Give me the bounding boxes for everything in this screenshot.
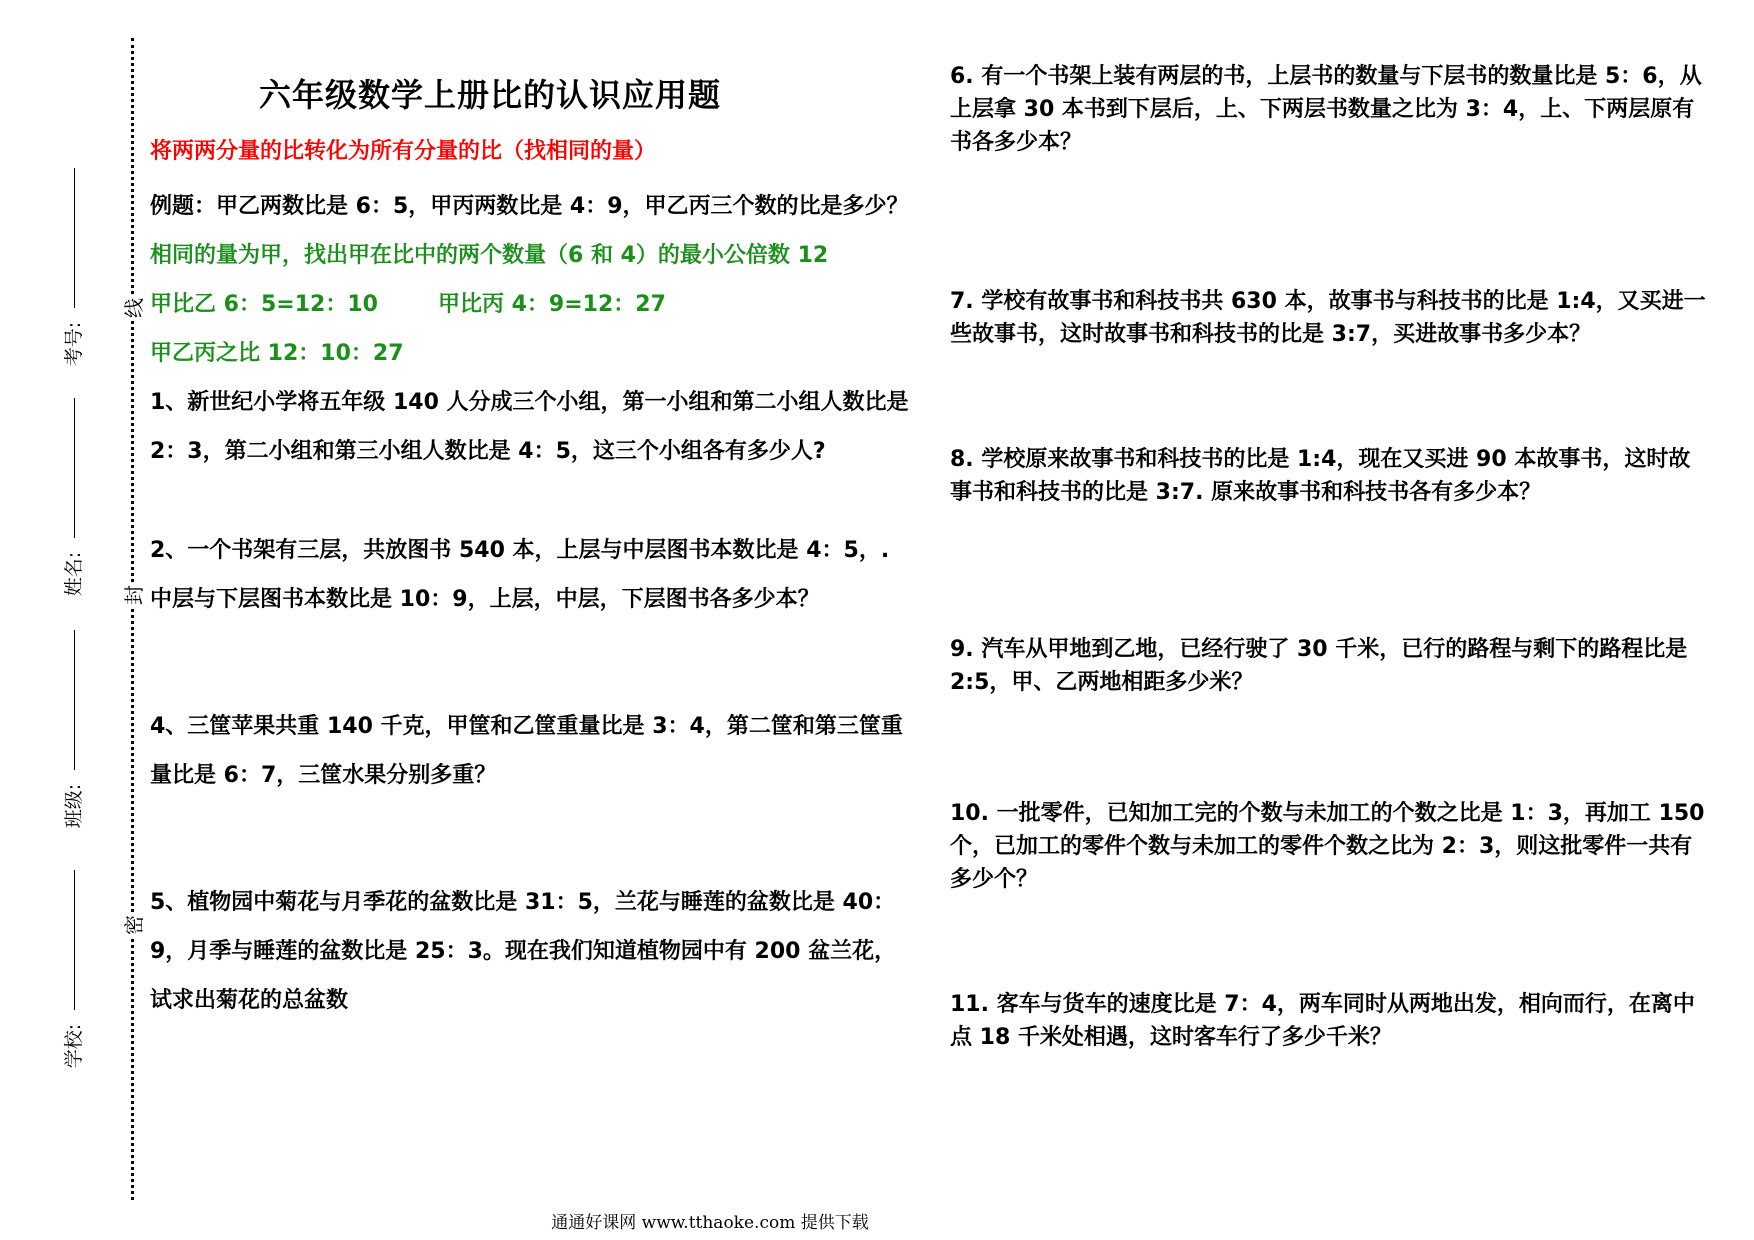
problem-11: 11. 客车与货车的速度比是 7：4，两车同时从两地出发，相向而行，在离中点 18 千米处相遇，这时客车行了多少千米？ (950, 992, 1695, 1050)
name-line (74, 398, 75, 538)
problem-7: 7. 学校有故事书和科技书共 630 本，故事书与科技书的比是 1:4，又买进一些故事书，这时故事书和科技书的比是 3:7，买进故事书多少本？ (950, 289, 1706, 347)
problem-4: 4、三筐苹果共重 140 千克，甲筐和乙筐重量比是 3：4，第二筐和第三筐重量比是 6：7，三筐水果分别多重？ (150, 714, 903, 788)
problem-10: 10. 一批零件，已知加工完的个数与未加工的个数之比是 1：3，再加工 150 个，已加工的零件个数与未加工的零件个数之比为 2：3，则这批零件一共有多少个？ (950, 801, 1705, 892)
example-question: 例题：甲乙两数比是 6：5，甲丙两数比是 4：9，甲乙丙三个数的比是多少？ (150, 194, 909, 219)
worksheet-title: 六年级数学上册比的认识应用题 (258, 76, 721, 114)
section-heading: 将两两分量的比转化为所有分量的比（找相同的量） (150, 139, 657, 164)
seal-char-line: 线 (122, 298, 146, 318)
name-label: 姓名: (63, 551, 85, 597)
school-field[interactable] (48, 870, 88, 1070)
left-column (150, 70, 910, 1025)
right-column (950, 60, 1710, 1054)
footer-credit: 通通好课网 www.tthaoke.com 提供下载 (551, 1213, 869, 1233)
seal-dotted-line (131, 38, 134, 1200)
problem-1: 1、新世纪小学将五年级 140 人分成三个小组，第一小组和第二小组人数比是 2：3，第二小组和第三小组人数比是 4：5，这三个小组各有多少人? (150, 390, 909, 464)
school-line (74, 870, 75, 1010)
example-solution-ac: 甲比丙 4：9=12：27 (437, 292, 666, 317)
seal-char-seal: 封 (122, 585, 146, 605)
problem-5: 5、植物园中菊花与月季花的盆数比是 31：5，兰花与睡莲的盆数比是 40：9，月季与睡莲的盆数比是 25：3。现在我们知道植物园中有 200 盆兰花，试求出菊花的总盆数 (150, 890, 897, 1013)
example-solution-line-3: 甲乙丙之比 12：10：27 (150, 341, 404, 366)
seal-char-secret: 密 (122, 915, 146, 935)
class-line (74, 630, 75, 770)
example-solution-ab: 甲比乙 6：5=12：10 (150, 292, 378, 317)
problem-9: 9. 汽车从甲地到乙地，已经行驶了 30 千米，已行的路程与剩下的路程比是 2:5，甲、乙两地相距多少米？ (950, 637, 1688, 695)
problem-8: 8. 学校原来故事书和科技书的比是 1:4，现在又买进 90 本故事书，这时故事书和科技书的比是 3:7. 原来故事书和科技书各有多少本？ (950, 447, 1691, 505)
class-label: 班级: (63, 783, 85, 829)
name-field[interactable] (48, 398, 88, 598)
class-field[interactable] (48, 630, 88, 830)
problem-6: 6. 有一个书架上装有两层的书，上层书的数量与下层书的数量比是 5：6，从上层拿 30 本书到下层后，上、下两层书数量之比为 3：4，上、下两层原有书各多少本？ (950, 64, 1702, 155)
example-solution-line-2 (150, 280, 910, 329)
school-label: 学校: (63, 1023, 85, 1069)
example-solution-line-1: 相同的量为甲，找出甲在比中的两个数量（6 和 4）的最小公倍数 12 (150, 243, 829, 268)
exam-number-line (74, 168, 75, 308)
exam-number-label: 考号: (63, 321, 85, 367)
exam-number-field[interactable] (48, 168, 88, 368)
problem-2: 2、一个书架有三层，共放图书 540 本，上层与中层图书本数比是 4：5，. 中层与下层图书本数比是 10：9，上层，中层，下层图书各多少本？ (150, 538, 890, 612)
